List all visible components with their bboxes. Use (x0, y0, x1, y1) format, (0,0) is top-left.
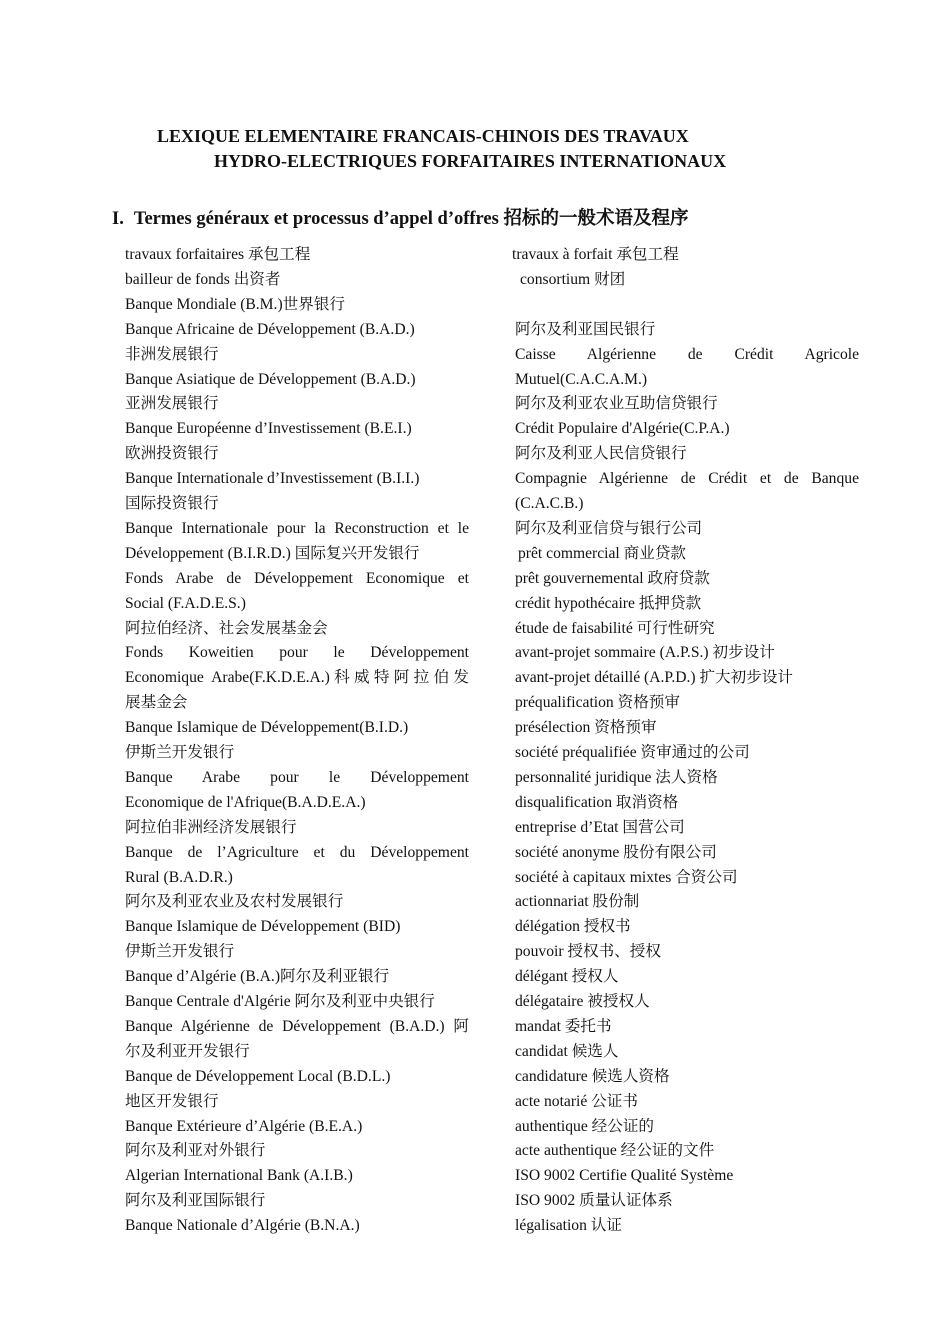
right-line: ISO 9002 Certifie Qualité Système (515, 1167, 734, 1185)
right-line: délégataire 被授权人 (515, 993, 650, 1010)
left-line: 阿尔及利亚农业及农村发展银行 (125, 893, 344, 911)
right-line: actionnariat 股份制 (515, 893, 640, 911)
left-line: Banque Internationale pour la Reconstruction et le (125, 519, 469, 537)
left-line: 非洲发展银行 (125, 345, 219, 363)
left-line: Banque d’Algérie (B.A.)阿尔及利亚银行 (125, 968, 390, 986)
right-line: entreprise d’Etat 国营公司 (515, 818, 685, 836)
right-line: personnalité juridique 法人资格 (515, 768, 718, 786)
left-line: Développement (B.I.R.D.) 国际复兴开发银行 (125, 544, 420, 562)
right-line: disqualification 取消资格 (515, 793, 679, 811)
left-line: Banque Africaine de Développement (B.A.D.) (125, 320, 415, 338)
right-line: 阿尔及利亚农业互助信贷银行 (515, 395, 718, 413)
right-line: 阿尔及利亚人民信贷银行 (515, 445, 687, 463)
left-line: 展基金会 (125, 694, 188, 712)
left-line: bailleur de fonds 出资者 (125, 270, 281, 288)
left-line: Rural (B.A.D.R.) (125, 868, 233, 886)
document-title-line-2: HYDRO-ELECTRIQUES FORFAITAIRES INTERNATIONAUX (214, 151, 727, 171)
right-line: présélection 资格预审 (515, 719, 657, 737)
right-line: prêt commercial 商业贷款 (518, 544, 687, 562)
right-line: authentique 经公证的 (515, 1117, 655, 1135)
left-line: Banque Algérienne de Développement (B.A.D.) 阿 (125, 1017, 469, 1035)
left-line: 国际投资银行 (125, 495, 219, 512)
right-line: pouvoir 授权书、授权 (515, 943, 661, 961)
left-line: Banque Nationale d’Algérie (B.N.A.) (125, 1217, 360, 1235)
left-line: Banque Extérieure d’Algérie (B.E.A.) (125, 1117, 363, 1135)
right-line: consortium 财团 (520, 270, 626, 288)
left-line: Banque de l’Agriculture et du Développement (125, 843, 469, 861)
right-line: société anonyme 股份有限公司 (515, 843, 717, 861)
left-line: Banque de Développement Local (B.D.L.) (125, 1067, 391, 1085)
left-line: Banque Centrale d'Algérie 阿尔及利亚中央银行 (125, 993, 435, 1010)
left-line: 阿拉伯经济、社会发展基金会 (125, 619, 328, 637)
left-line: Social (F.A.D.E.S.) (125, 594, 246, 612)
left-line: Banque Islamique de Développement(B.I.D.) (125, 719, 409, 737)
right-line: Compagnie Algérienne de Crédit et de Banque (515, 470, 859, 488)
left-line: Banque Mondiale (B.M.)世界银行 (125, 295, 346, 313)
left-line: Fonds Arabe de Développement Economique et (125, 569, 469, 587)
right-line: mandat 委托书 (515, 1017, 612, 1035)
right-line: avant-projet sommaire (A.P.S.) 初步设计 (515, 644, 775, 662)
right-line: candidature 候选人资格 (515, 1067, 670, 1085)
right-line: étude de faisabilité 可行性研究 (515, 619, 715, 637)
left-line: 伊斯兰开发银行 (125, 943, 235, 961)
right-line: 阿尔及利亚国民银行 (515, 320, 656, 338)
right-line: société à capitaux mixtes 合资公司 (515, 868, 738, 886)
section-heading (112, 206, 912, 232)
right-line: travaux à forfait 承包工程 (512, 246, 679, 263)
right-line: préqualification 资格预审 (515, 694, 680, 712)
left-line: Fonds Koweitien pour le Développement (125, 644, 469, 662)
right-line: Crédit Populaire d'Algérie(C.P.A.) (515, 420, 730, 438)
left-line: Banque Asiatique de Développement (B.A.D.) (125, 370, 416, 388)
left-line: Economique de l'Afrique(B.A.D.E.A.) (125, 793, 366, 811)
left-line: 伊斯兰开发银行 (125, 744, 235, 761)
right-line: acte notarié 公证书 (515, 1092, 638, 1110)
right-line: délégant 授权人 (515, 968, 619, 986)
left-line: Banque Arabe pour le Développement (125, 768, 469, 786)
left-line: 阿尔及利亚国际银行 (125, 1192, 266, 1210)
left-line: 亚洲发展银行 (125, 395, 219, 413)
left-line: Economique Arabe(F.K.D.E.A.)科威特阿拉伯发 (125, 669, 469, 687)
right-line: Caisse Algérienne de Crédit Agricole (515, 345, 859, 363)
right-line: acte authentique 经公证的文件 (515, 1142, 715, 1160)
right-line: 阿尔及利亚信贷与银行公司 (515, 519, 703, 537)
right-line: avant-projet détaillé (A.P.D.) 扩大初步设计 (515, 669, 794, 687)
right-line: candidat 候选人 (515, 1042, 619, 1060)
left-line: 尔及利亚开发银行 (125, 1042, 250, 1060)
left-line: travaux forfaitaires 承包工程 (125, 246, 311, 263)
right-line: Mutuel(C.A.C.A.M.) (515, 370, 648, 388)
right-line: société préqualifiée 资审通过的公司 (515, 744, 750, 761)
left-line: 阿拉伯非洲经济发展银行 (125, 818, 297, 836)
right-line: prêt gouvernemental 政府贷款 (515, 569, 710, 587)
right-line: délégation 授权书 (515, 918, 631, 936)
right-line: ISO 9002 质量认证体系 (515, 1192, 673, 1210)
left-line: 欧洲投资银行 (125, 445, 219, 463)
section-heading-text: Termes généraux et processus d’appel d’offres 招标的一般术语及程序 (133, 209, 689, 229)
right-line: légalisation 认证 (515, 1217, 622, 1235)
left-line: Algerian International Bank (A.I.B.) (125, 1167, 353, 1185)
section-number: I. (112, 209, 124, 229)
document-title-line-1: LEXIQUE ELEMENTAIRE FRANCAIS-CHINOIS DES TRAVAUX (157, 126, 689, 146)
right-line: crédit hypothécaire 抵押贷款 (515, 594, 702, 612)
left-line: 地区开发银行 (125, 1092, 219, 1110)
right-line: (C.A.C.B.) (515, 495, 584, 512)
left-line: 阿尔及利亚对外银行 (125, 1142, 266, 1160)
left-line: Banque Européenne d’Investissement (B.E.I.) (125, 420, 412, 438)
left-line: Banque Internationale d’Investissement (B.I.I.) (125, 470, 420, 488)
left-line: Banque Islamique de Développement (BID) (125, 918, 401, 936)
